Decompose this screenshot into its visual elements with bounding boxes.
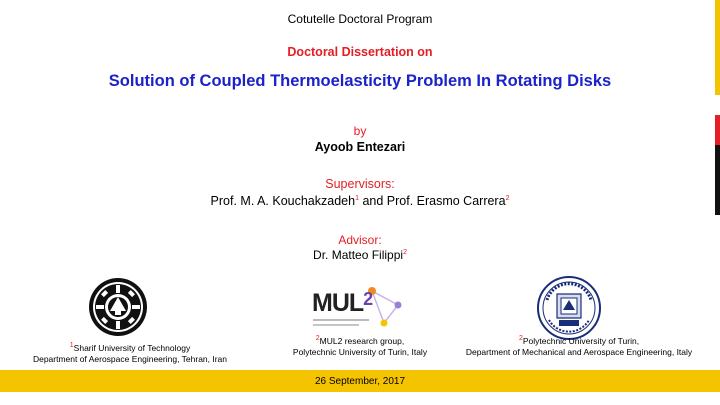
supervisors-names <box>0 194 720 208</box>
supervisors-label: Supervisors: <box>325 177 395 191</box>
affiliation-sharif-mark: 1 <box>69 342 74 350</box>
affiliation-polito-line1 <box>448 336 710 347</box>
footer-date: 26 September, 2017 <box>314 376 406 387</box>
by-label: by <box>353 124 367 138</box>
sharif-university-logo <box>88 277 148 337</box>
supervisor-first-mark: 1 <box>355 194 359 202</box>
mul2-exponent: 2 <box>363 289 373 309</box>
affiliation-polito-line1-text: Polytechnic University of Turin, <box>522 336 640 346</box>
affiliation-mul2-mark: 2 <box>315 335 320 343</box>
mul2-text: MUL <box>312 289 364 317</box>
advisor-label: Advisor: <box>338 233 382 247</box>
mul2-wordmark <box>312 289 372 318</box>
advisor-mark: 2 <box>403 249 407 256</box>
supervisor-joiner: and Prof. Erasmo Carrera <box>358 194 506 208</box>
dissertation-label: Doctoral Dissertation on <box>287 45 433 59</box>
author-name: Ayoob Entezari <box>314 140 406 154</box>
supervisor-second-mark: 2 <box>505 194 510 202</box>
affiliation-polito-mark: 2 <box>518 335 523 343</box>
mul2-tagline <box>313 319 369 321</box>
affiliation-mul2-line1 <box>270 336 450 347</box>
affiliation-sharif-line1-text: Sharif University of Technology <box>73 343 191 353</box>
mul2-logo <box>310 283 410 333</box>
affiliation-polito-line2: Department of Mechanical and Aerospace Engineering, Italy <box>465 347 693 357</box>
affiliation-sharif <box>10 343 250 365</box>
program-name: Cotutelle Doctoral Program <box>287 12 433 26</box>
polito-seal-logo <box>537 276 601 340</box>
advisor-name-text: Dr. Matteo Filippi <box>313 248 404 262</box>
affiliation-sharif-line1 <box>10 343 250 354</box>
affiliation-mul2 <box>270 336 450 358</box>
advisor-name <box>0 248 720 262</box>
dissertation-title: Solution of Coupled Thermoelasticity Problem In Rotating Disks <box>108 72 612 90</box>
mul2-tagline-2 <box>313 324 359 326</box>
affiliation-polito <box>448 336 710 358</box>
affiliation-mul2-line1-text: MUL2 research group, <box>319 336 405 346</box>
edge-strip-white <box>715 95 720 115</box>
affiliation-mul2-line2: Polytechnic University of Turin, Italy <box>292 347 428 357</box>
affiliation-sharif-line2: Department of Aerospace Engineering, Tehran, Iran <box>32 354 228 364</box>
supervisor-first: Prof. M. A. Kouchakzadeh <box>210 194 356 208</box>
